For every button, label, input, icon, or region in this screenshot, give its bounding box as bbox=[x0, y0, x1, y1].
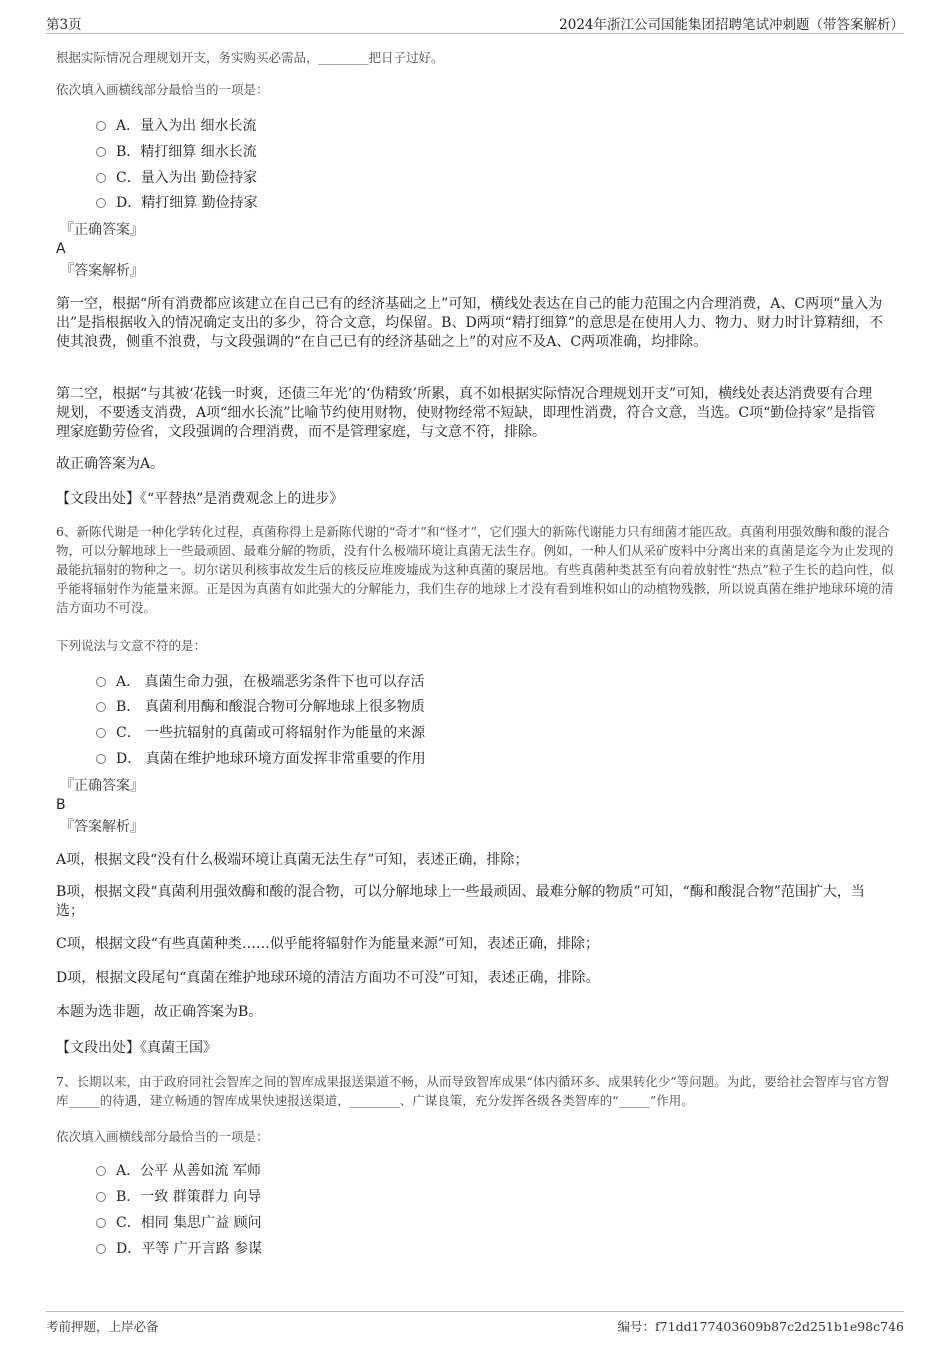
q5-analysis-paragraph: 第一空，根据“所有消费都应该建立在自己已有的经济基础之上”可知，横线处表达在自己的能力范围之内合理消费，A、C两项“量入为出”是指根据收入的情况确定支出的多少，符合文意，均保留。B、D两项“精打细算”的意思是在使用人力、物力、财力时计算精细，不使其浪费，侧重不浪费，与文段强调的“在自己已有的经济基础之上”的对应不及A、C两项准确，均排除。 bbox=[56, 296, 883, 350]
q5-analysis-paragraph: 第二空，根据“与其被‘花钱一时爽，还债三年光’的‘伪精致’所累，真不如根据实际情况合理规划开支”可知，横线处表达消费要有合理规划，不要透支消费，A项“细水长流”比喻节约使用财物，使财物经常不短缺，即理性消费，符合文意，当选。C项“勤俭持家”是指管理家庭勤劳俭省，文段强调的合理消费，而不是管理家庭，与文意不符，排除。 bbox=[56, 386, 876, 440]
radio-icon[interactable] bbox=[96, 754, 106, 764]
q6-option-b[interactable]: B． 真菌利用酶和酸混合物可分解地球上很多物质 bbox=[96, 698, 425, 716]
q5-prompt: 依次填入画横线部分最恰当的一项是： bbox=[56, 82, 269, 97]
radio-icon[interactable] bbox=[96, 1192, 106, 1202]
q6-analysis-label: 『答案解析』 bbox=[60, 819, 144, 835]
page-header bbox=[46, 13, 904, 34]
q5-stem: 根据实际情况合理规划开支，务实购买必需品，________把日子过好。 bbox=[56, 50, 444, 65]
radio-icon[interactable] bbox=[96, 173, 106, 183]
document-title: 2024年浙江公司国能集团招聘笔试冲刺题（带答案解析） bbox=[559, 17, 904, 33]
q5-answer: A bbox=[56, 241, 66, 257]
q7-prompt: 依次填入画横线部分最恰当的一项是： bbox=[56, 1129, 269, 1144]
radio-icon[interactable] bbox=[96, 147, 106, 157]
q6-analysis-paragraph: C项，根据文段“有些真菌种类……似乎能将辐射作为能量来源”可知，表述正确，排除； bbox=[56, 936, 600, 952]
q6-analysis-paragraph: A项，根据文段“没有什么极端环境让真菌无法生存”可知，表述正确，排除； bbox=[56, 852, 529, 868]
q5-analysis-label: 『答案解析』 bbox=[60, 263, 144, 279]
page-footer bbox=[46, 1311, 904, 1336]
q6-stem: 6、新陈代谢是一种化学转化过程，真菌称得上是新陈代谢的“奇才”和“怪才”，它们强大的新陈代谢能力只有细菌才能匹敌。真菌利用强效酶和酸的混合物，可以分解地球上一些最顽固、最难分解的物质，没有什么极端环境让真菌无法生存。例如，一种人们从采矿废料中分离出来的真菌是迄今为止发现的最能抗辐射的物种之一。切尔诺贝利核事故发生后的核反应堆废墟成为这种真菌的聚居地。有些真菌种类甚至有向着放射性“热点”粒子生长的趋向性，似乎能将辐射作为能量来源。正是因为真菌有如此强大的分解能力，我们生存的地球上才没有看到堆积如山的动植物残骸，所以说真菌在维护地球环境的清洁方面功不可没。 bbox=[56, 524, 894, 615]
page-number: 第3页 bbox=[46, 17, 82, 33]
q5-option-d[interactable]: D．精打细算 勤俭持家 bbox=[96, 194, 258, 212]
q6-answer-label: 『正确答案』 bbox=[60, 778, 144, 794]
q6-answer: B bbox=[56, 797, 66, 813]
q7-option-b[interactable]: B．一致 群策群力 向导 bbox=[96, 1188, 261, 1206]
q5-answer-label: 『正确答案』 bbox=[60, 222, 144, 238]
q6-prompt: 下列说法与文意不符的是： bbox=[56, 638, 207, 653]
q6-option-c[interactable]: C． 一些抗辐射的真菌或可将辐射作为能量的来源 bbox=[96, 724, 425, 742]
q5-option-a[interactable]: A．量入为出 细水长流 bbox=[96, 117, 257, 135]
radio-icon[interactable] bbox=[96, 121, 106, 131]
q7-option-a[interactable]: A．公平 从善如流 军师 bbox=[96, 1162, 261, 1180]
radio-icon[interactable] bbox=[96, 1244, 106, 1254]
document-id: 编号：f71dd177403609b87c2d251b1e98c746 bbox=[617, 1319, 904, 1334]
q6-analysis-paragraph: B项，根据文段“真菌利用强效酶和酸的混合物，可以分解地球上一些最顽固、最难分解的物质”可知，“酶和酸混合物”范围扩大，当选； bbox=[56, 884, 865, 919]
q6-option-d[interactable]: D． 真菌在维护地球环境方面发挥非常重要的作用 bbox=[96, 750, 426, 768]
radio-icon[interactable] bbox=[96, 702, 106, 712]
q5-option-b[interactable]: B．精打细算 细水长流 bbox=[96, 143, 257, 161]
radio-icon[interactable] bbox=[96, 1166, 106, 1176]
radio-icon[interactable] bbox=[96, 1218, 106, 1228]
q7-option-d[interactable]: D．平等 广开言路 参谋 bbox=[96, 1240, 262, 1258]
q5-analysis-conclusion: 故正确答案为A。 bbox=[56, 456, 165, 472]
radio-icon[interactable] bbox=[96, 728, 106, 738]
q6-source: 【文段出处】《真菌王国》 bbox=[56, 1040, 217, 1056]
radio-icon[interactable] bbox=[96, 198, 106, 208]
q6-analysis-paragraph: D项，根据文段尾句“真菌在维护地球环境的清洁方面功不可没”可知，表述正确，排除。 bbox=[56, 970, 600, 986]
q6-analysis-conclusion: 本题为选非题，故正确答案为B。 bbox=[56, 1004, 263, 1020]
q5-option-c[interactable]: C．量入为出 勤俭持家 bbox=[96, 169, 257, 187]
radio-icon[interactable] bbox=[96, 677, 106, 687]
q5-source: 【文段出处】《“平替热”是消费观念上的进步》 bbox=[56, 491, 344, 507]
footer-slogan: 考前押题，上岸必备 bbox=[46, 1319, 159, 1334]
q6-option-a[interactable]: A． 真菌生命力强，在极端恶劣条件下也可以存活 bbox=[96, 673, 425, 691]
q7-option-c[interactable]: C．相同 集思广益 顾问 bbox=[96, 1214, 262, 1232]
q7-stem: 7、长期以来，由于政府同社会智库之间的智库成果报送渠道不畅，从而导致智库成果“体内循环多、成果转化少”等问题。为此，要给社会智库与官方智库_____的待遇，建立畅通的智库成果快速报送渠道，________、广谋良策，充分发挥各级各类智库的“_____”作用。 bbox=[56, 1074, 890, 1108]
